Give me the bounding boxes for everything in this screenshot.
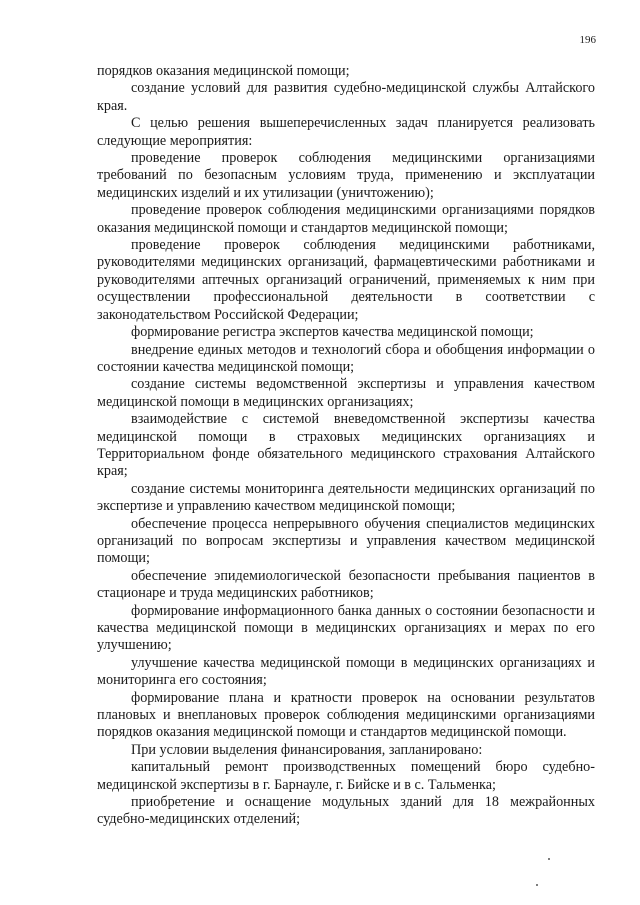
page-number: 196 [579,34,596,46]
paragraph: При условии выделения финансирования, запланировано: [131,741,483,758]
paragraph: формирование регистра экспертов качества медицинской помощи; [131,324,534,341]
paragraph: приобретение и оснащение модульных зданий для 18 межрайонных судебно-медицинских отделений; [97,794,595,828]
paragraph: формирование информационного банка данных о состоянии безопасности и качества медицинской помощи в медицинских организациях и мерах по его улучшению; [97,602,595,654]
paragraph: проведение проверок соблюдения медицинскими организациями требований по безопасным условиям труда, применению и эксплуатации медицинских изделий и их утилизации (уничтожению); [97,150,595,201]
paragraph: формирование плана и кратности проверок на основании результатов плановых и внеплановых проверок соблюдения медицинскими организациями порядков оказания медицинской помощи и стандартов медицинской помощи. [97,689,595,741]
paragraph: внедрение единых методов и технологий сбора и обобщения информации о состоянии качества медицинской помощи; [97,341,595,375]
paragraph: улучшение качества медицинской помощи в медицинских организациях и мониторинга его состояния; [97,654,595,689]
scan-speck [548,858,550,860]
paragraph: создание системы ведомственной экспертизы и управления качеством медицинской помощи в медицинских организациях; [97,376,595,410]
paragraph: создание системы мониторинга деятельности медицинских организаций по экспертизе и управлению качеством медицинской помощи; [97,480,595,515]
paragraph: капитальный ремонт производственных помещений бюро судебно-медицинской экспертизы в г. Барнауле, г. Бийске и в с. Тальменка; [97,759,595,793]
paragraph: взаимодействие с системой вневедомственной экспертизы качества медицинской помощи в страховых медицинских организациях и Территориальном фонде обязательного медицинского страхования Алтайского края; [97,411,595,480]
paragraph: проведение проверок соблюдения медицинскими организациями порядков оказания медицинской помощи и стандартов медицинской помощи; [97,202,595,236]
paragraph: порядков оказания медицинской помощи; [97,63,350,79]
paragraph: обеспечение эпидемиологической безопасности пребывания пациентов в стационаре и труда медицинских работников; [97,567,595,602]
document-body [97,63,595,829]
scan-speck [536,884,538,886]
paragraph: обеспечение процесса непрерывного обучения специалистов медицинских организаций по вопросам экспертизы и управления качеством медицинской помощи; [97,515,595,567]
paragraph: С целью решения вышеперечисленных задач планируется реализовать следующие мероприятия: [97,115,595,149]
paragraph: создание условий для развития судебно-медицинской службы Алтайского края. [97,80,595,114]
paragraph: проведение проверок соблюдения медицинскими работниками, руководителями медицинских организаций, фармацевтическими работниками и руководителями аптечных организаций ограничений, применяемых к ним при осуществлении профессиональной деятельности в соответствии с законодательством Российской Федерации; [97,237,595,323]
